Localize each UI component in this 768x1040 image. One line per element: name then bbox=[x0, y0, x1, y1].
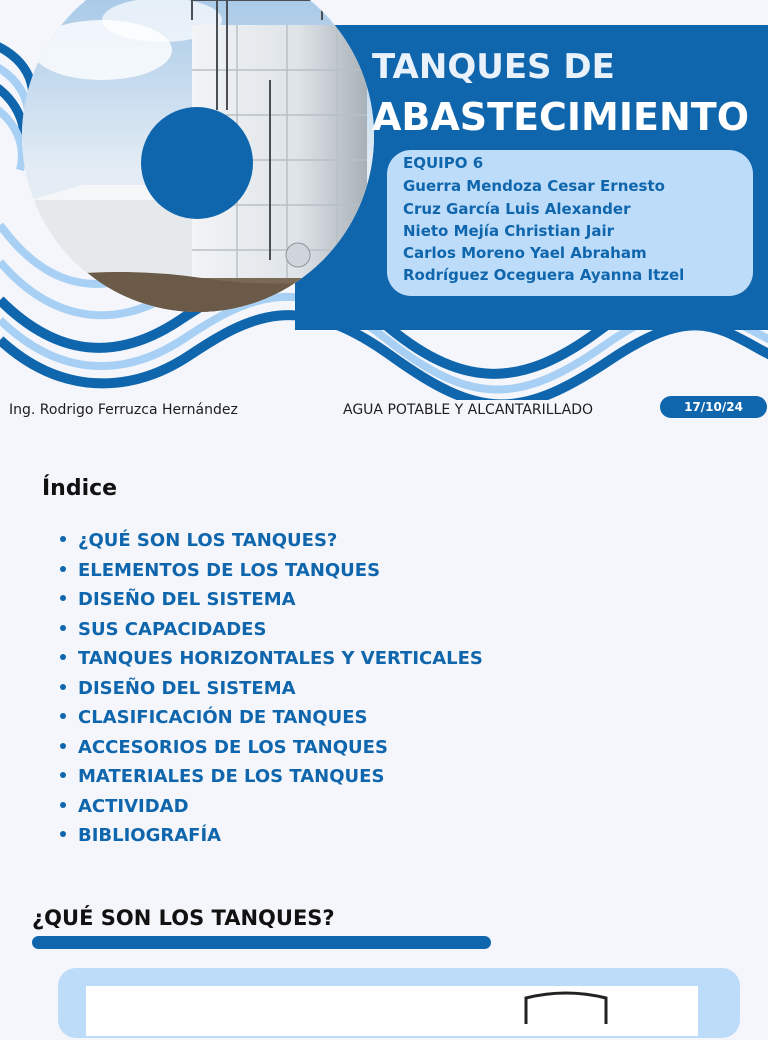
team-label: EQUIPO 6 bbox=[403, 154, 484, 172]
date-badge: 17/10/24 bbox=[660, 396, 767, 418]
team-member: Guerra Mendoza Cesar Ernesto bbox=[403, 177, 665, 195]
course-name: AGUA POTABLE Y ALCANTARILLADO bbox=[343, 402, 594, 418]
index-title: Índice bbox=[42, 476, 118, 501]
index-item[interactable]: ELEMENTOS DE LOS TANQUES bbox=[60, 560, 483, 590]
content-card-image bbox=[86, 986, 698, 1036]
index-item[interactable]: BIBLIOGRAFÍA bbox=[60, 825, 483, 855]
bullet-icon bbox=[60, 595, 66, 601]
bullet-icon bbox=[60, 684, 66, 690]
tank-sketch-icon bbox=[86, 986, 698, 1036]
page-title-line2: ABASTECIMIENTO bbox=[372, 95, 749, 139]
photo-accent-dot bbox=[141, 107, 253, 219]
index-item[interactable]: TANQUES HORIZONTALES Y VERTICALES bbox=[60, 648, 483, 678]
index-item[interactable]: MATERIALES DE LOS TANQUES bbox=[60, 766, 483, 796]
team-member: Carlos Moreno Yael Abraham bbox=[403, 244, 647, 262]
professor-name: Ing. Rodrigo Ferruzca Hernández bbox=[9, 402, 238, 418]
page-title-line1: TANQUES DE bbox=[372, 47, 615, 87]
bullet-icon bbox=[60, 831, 66, 837]
bullet-icon bbox=[60, 802, 66, 808]
bullet-icon bbox=[60, 743, 66, 749]
section-title: ¿QUÉ SON LOS TANQUES? bbox=[32, 906, 335, 930]
index-item[interactable]: DISEÑO DEL SISTEMA bbox=[60, 589, 483, 619]
bullet-icon bbox=[60, 625, 66, 631]
index-item[interactable]: ACCESORIOS DE LOS TANQUES bbox=[60, 737, 483, 767]
index-item[interactable]: CLASIFICACIÓN DE TANQUES bbox=[60, 707, 483, 737]
index-item[interactable]: DISEÑO DEL SISTEMA bbox=[60, 678, 483, 708]
bullet-icon bbox=[60, 536, 66, 542]
index-item[interactable]: SUS CAPACIDADES bbox=[60, 619, 483, 649]
index-item[interactable]: ACTIVIDAD bbox=[60, 796, 483, 826]
bullet-icon bbox=[60, 566, 66, 572]
section-underline bbox=[32, 936, 491, 949]
team-member: Rodríguez Oceguera Ayanna Itzel bbox=[403, 266, 685, 284]
bullet-icon bbox=[60, 654, 66, 660]
index-list bbox=[60, 530, 483, 855]
index-item[interactable]: ¿QUÉ SON LOS TANQUES? bbox=[60, 530, 483, 560]
bullet-icon bbox=[60, 772, 66, 778]
team-member: Nieto Mejía Christian Jair bbox=[403, 222, 615, 240]
team-member: Cruz García Luis Alexander bbox=[403, 200, 631, 218]
bullet-icon bbox=[60, 713, 66, 719]
